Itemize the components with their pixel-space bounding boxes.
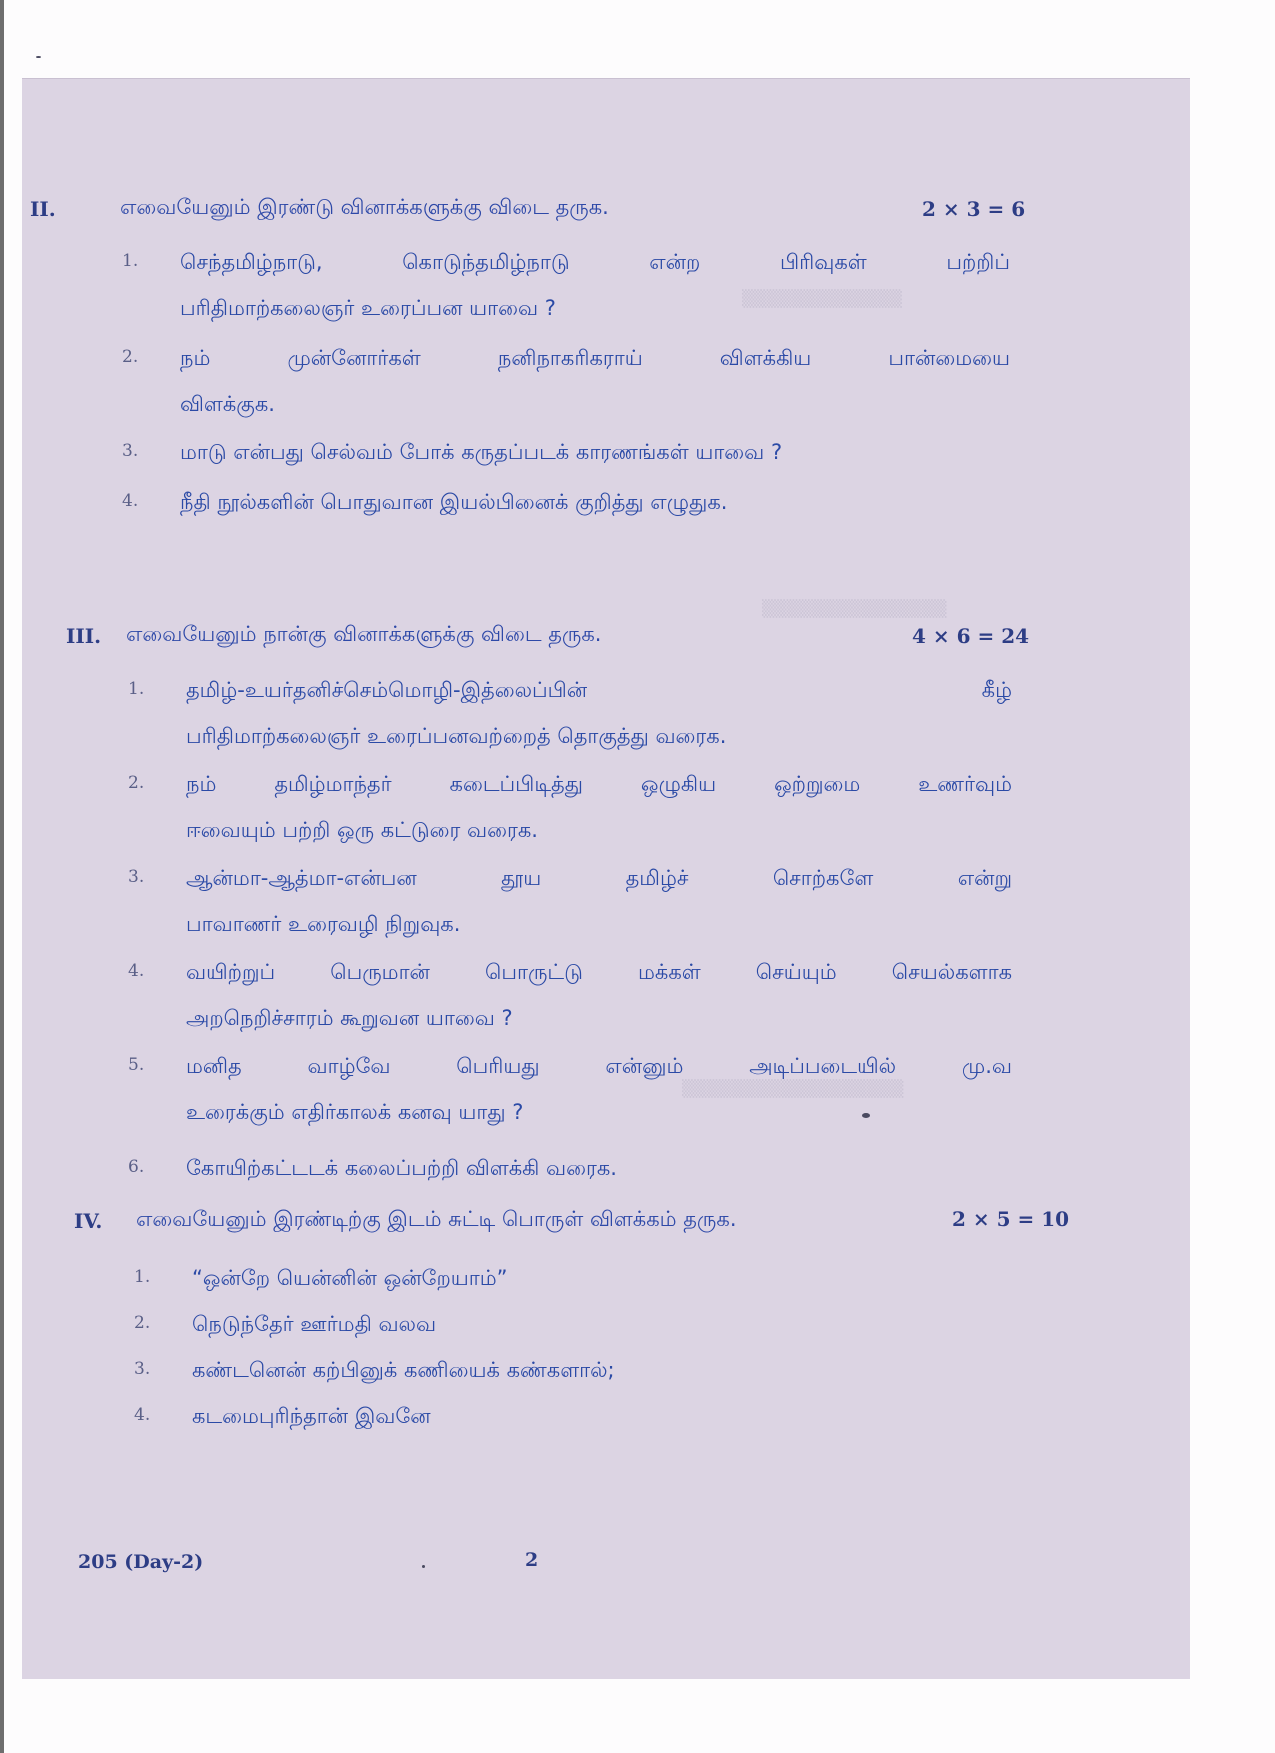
section-instruction: எவையேனும் இரண்டிற்கு இடம் சுட்டி பொருள் விளக்கம் தருக.	[136, 1207, 737, 1231]
question-number: 3.	[122, 441, 139, 461]
question-text: மனித வாழ்வே பெரியது என்னும் அடிப்படையில் மு.வ உரைக்கும் எதிர்காலக் கனவு யாது ?	[186, 1054, 1012, 1124]
question-text: மாடு என்பது செல்வம் போக் கருதப்படக் காரணங்கள் யாவை ?	[180, 440, 783, 464]
question-number: 4.	[134, 1405, 151, 1425]
question-text: நம் முன்னோர்கள் நனிநாகரிகராய் விளக்கிய பான்மையை விளக்குக.	[180, 346, 1010, 416]
question-number: 3.	[128, 867, 145, 887]
question-text: ஆன்மா-ஆத்மா-என்பன தூய தமிழ்ச் சொற்களே என்று பாவாணர் உரைவழி நிறுவுக.	[186, 866, 1012, 936]
section-number: III.	[66, 624, 102, 648]
question-text: நம் தமிழ்மாந்தர் கடைப்பிடித்து ஒழுகிய ஒற்றுமை உணர்வும் ஈவையும் பற்றி ஒரு கட்டுரை வரைக.	[186, 772, 1012, 842]
section-marks: 4 × 6 = 24	[912, 624, 1030, 648]
question-number: 4.	[122, 491, 139, 511]
bleed-through-mark: ▒▒▒▒▒▒▒▒▒▒▒▒▒	[742, 289, 902, 308]
question-number: 2.	[122, 347, 139, 367]
question-number: 2.	[128, 773, 145, 793]
question-text: வயிற்றுப் பெருமான் பொருட்டு மக்கள் செய்யும் செயல்களாக அறநெறிச்சாரம் கூறுவன யாவை ?	[186, 960, 1012, 1030]
section-marks: 2 × 5 = 10	[952, 1207, 1070, 1231]
question-text: கோயிற்கட்டடக் கலைப்பற்றி விளக்கி வரைக.	[186, 1156, 617, 1180]
question-number: 4.	[128, 961, 145, 981]
paper-code: 205 (Day-2)	[78, 1551, 204, 1573]
section-instruction: எவையேனும் இரண்டு வினாக்களுக்கு விடை தருக.	[120, 195, 609, 219]
question-text: செந்தமிழ்நாடு, கொடுந்தமிழ்நாடு என்ற பிரிவுகள் பற்றிப் பரிதிமாற்கலைஞர் உரைப்பன யாவை ?	[180, 250, 1010, 320]
question-number: 1.	[134, 1267, 151, 1287]
question-number: 6.	[128, 1157, 145, 1177]
section-number: IV.	[74, 1209, 103, 1233]
scan-speck	[862, 1113, 870, 1118]
question-text: தமிழ்-உயர்தனிச்செம்மொழி-இத்லைப்பின் கீழ் பரிதிமாற்கலைஞர் உரைப்பனவற்றைத் தொகுத்து வரைக.	[186, 678, 1012, 748]
question-text: “ஒன்றே யென்னின் ஒன்றேயாம்”	[192, 1266, 508, 1290]
question-number: 3.	[134, 1359, 151, 1379]
bleed-through-mark: ▒▒▒▒▒▒▒▒▒▒▒▒▒▒▒▒▒▒	[682, 1079, 904, 1098]
bleed-through-mark: ▒▒▒▒▒▒▒▒▒▒▒▒▒▒▒	[762, 599, 947, 618]
page-number: 2	[525, 1549, 539, 1571]
section-instruction: எவையேனும் நான்கு வினாக்களுக்கு விடை தருக.	[126, 622, 602, 646]
section-number: II.	[30, 197, 56, 221]
question-text: கடமைபுரிந்தான் இவனே	[192, 1404, 431, 1428]
question-text: நீதி நூல்களின் பொதுவான இயல்பினைக் குறித்து எழுதுக.	[180, 490, 728, 514]
question-paper-sheet	[22, 78, 1190, 1679]
question-number: 1.	[122, 251, 139, 271]
scan-speck	[36, 56, 41, 58]
question-text: கண்டனென் கற்பினுக் கணியைக் கண்களால்;	[192, 1358, 615, 1382]
scan-speck	[422, 1565, 425, 1568]
section-marks: 2 × 3 = 6	[922, 197, 1026, 221]
question-number: 1.	[128, 679, 145, 699]
question-number: 5.	[128, 1055, 145, 1075]
question-number: 2.	[134, 1313, 151, 1333]
scan-edge	[0, 0, 4, 1753]
question-text: நெடுந்தேர் ஊர்மதி வலவ	[192, 1312, 437, 1336]
